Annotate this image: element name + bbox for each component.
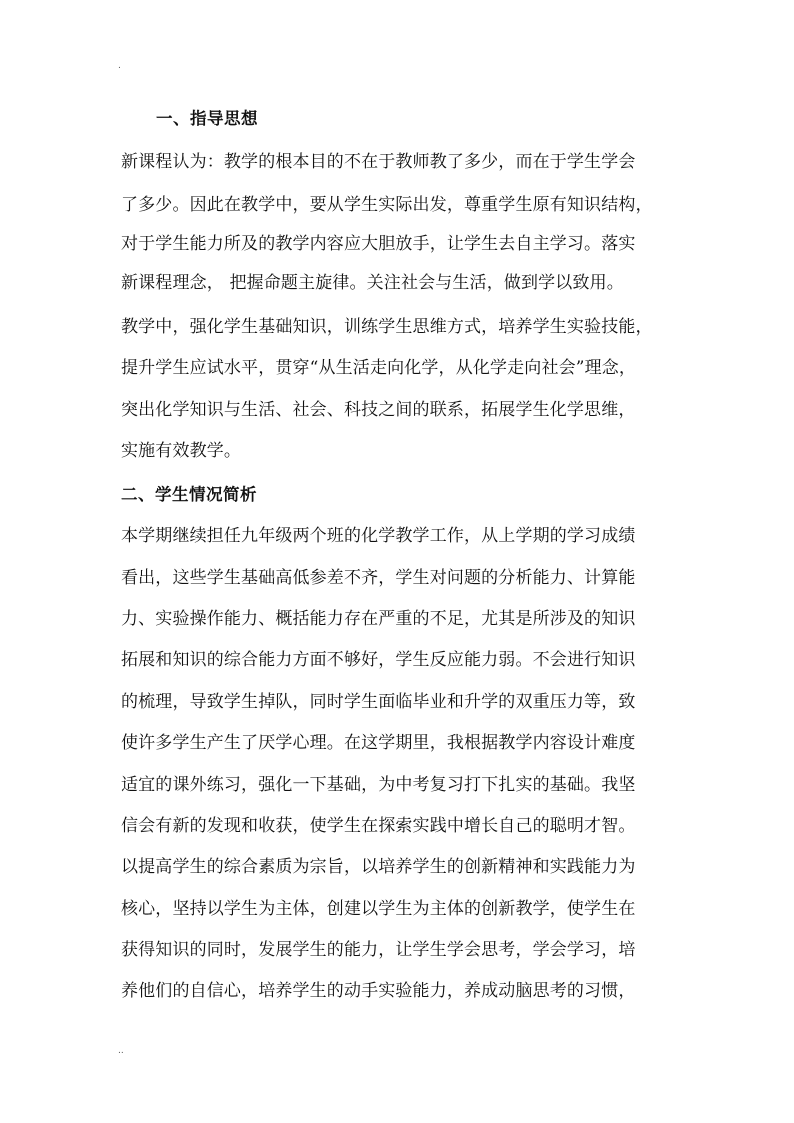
paragraph-line: 力、实验操作能力、概括能力存在严重的不足，尤其是所涉及的知识: [121, 609, 636, 629]
paragraph-line: 获得知识的同时，发展学生的能力，让学生学会思考，学会学习，培: [121, 940, 636, 960]
paragraph-line: 提升学生应试水平，贯穿“从生活走向化学，从化学走向社会”理念，: [121, 358, 637, 378]
page-mark-top: .: [118, 61, 121, 71]
paragraph-line: 养他们的自信心，培养学生的动手实验能力，养成动脑思考的习惯，: [121, 981, 636, 1001]
paragraph-line: 的梳理，导致学生掉队，同时学生面临毕业和升学的双重压力等，致: [121, 692, 636, 712]
paragraph-line: 新课程认为：教学的根本目的不在于教师教了多少，而在于学生学会: [121, 152, 636, 172]
paragraph-line: 适宜的课外练习，强化一下基础，为中考复习打下扎实的基础。我坚: [121, 775, 636, 795]
paragraph-line: 信会有新的发现和收获，使学生在探索实践中增长自己的聪明才智。: [121, 816, 636, 836]
paragraph-line: 核心，坚持以学生为主体，创建以学生为主体的创新教学，使学生在: [121, 899, 636, 919]
paragraph-line: 新课程理念， 把握命题主旋律。关注社会与生活，做到学以致用。: [121, 273, 624, 293]
paragraph-line: 看出，这些学生基础高低参差不齐，学生对问题的分析能力、计算能: [121, 568, 636, 588]
paragraph-line: 了多少。因此在教学中，要从学生实际出发，尊重学生原有知识结构，: [121, 195, 653, 215]
paragraph-line: 对于学生能力所及的教学内容应大胆放手，让学生去自主学习。落实: [121, 234, 636, 254]
section-heading-student-analysis: 二、学生情况简析: [121, 485, 257, 504]
section-heading-guiding-ideology: 一、指导思想: [156, 109, 258, 128]
paragraph-line: 实施有效教学。: [121, 441, 242, 461]
paragraph-line: 拓展和知识的综合能力方面不够好，学生反应能力弱。不会进行知识: [121, 650, 636, 670]
paragraph-line: 使许多学生产生了厌学心理。在这学期里，我根据教学内容设计难度: [121, 733, 636, 753]
paragraph-line: 教学中，强化学生基础知识，训练学生思维方式，培养学生实验技能，: [121, 317, 653, 337]
paragraph-line: 本学期继续担任九年级两个班的化学教学工作，从上学期的学习成绩: [121, 526, 636, 546]
paragraph-line: 突出化学知识与生活、社会、科技之间的联系，拓展学生化学思维，: [121, 400, 636, 420]
paragraph-line: 以提高学生的综合素质为宗旨，以培养学生的创新精神和实践能力为: [121, 857, 636, 877]
page-mark-bottom: ..: [118, 1046, 124, 1056]
